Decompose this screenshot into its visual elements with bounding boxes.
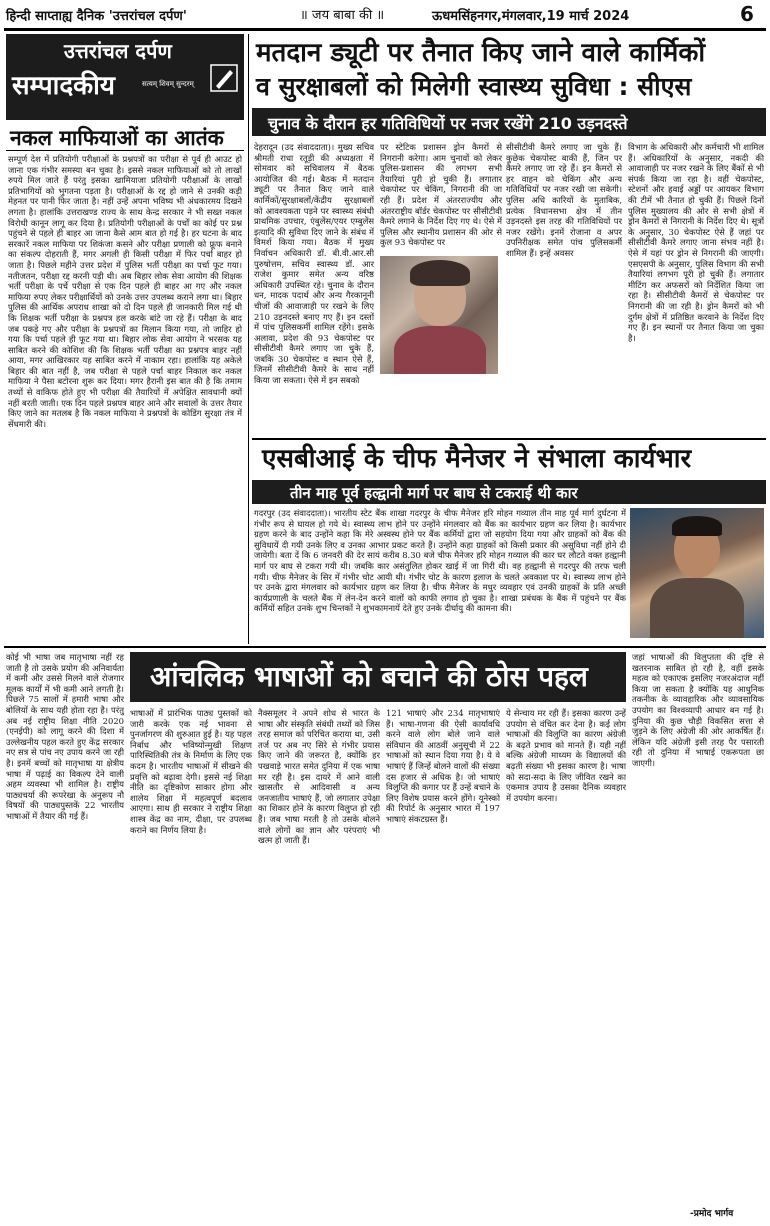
lang-col-c: नैक्समूलर ने अपने शोध से भारत के भाषा और संस्कृति संबंधी तथ्यों को जिस तरह समाज को परिचित कराया था, उसी तर्ज पर अब नए सिरे से गंभीर प्रयास किए जाने की जरूरत है, क्योंकि हर पखवाड़े भारत समेत दुनिया में एक भाषा मर रही है। इस दायरे में आने वाली खासतौर से आदिवासी व अन्य जनजातीय भाषाएं हैं, जो लगातार उपेक्षा का शिकार होने के कारण विलुप्त हो रही हैं। जब भाषा मरती है तो उसके बोलने वाले लोगों का ज्ञान और परंपराएं भी खत्म हो जाती हैं। (258, 708, 380, 846)
editorial-rule (6, 150, 244, 151)
lead-col2: पर स्टेटिक प्रशासन ड्रोन कैमरों से निगरानी करेगा। आम चुनावों को लेकर पुलिस-प्रशासन की लगभग सभी तैयारियां पूरी हो चुकी हैं। लगातार चेकपोस्ट पर चेकिंग, निगरानी की जा रही हैं। प्रदेश में अंतरराज्यीय और अंतरराष्ट्रीय बॉर्डर चेकपोस्ट पर सीसीटीवी कैमरे लगाने के निर्देश दिए गए थे। ऐसे में पुलिस और स्थानीय प्रशासन की ओर से कुल 93 चेकपोस्ट पर (380, 142, 502, 248)
lang-col-d: 121 भाषाएं और 234 मातृभाषाएं हैं। भाषा-गणना की ऐसी कार्यावधि करने वाले लोग बोले जाने वाले संविधान की आठवीं अनुसूची में 22 भाषाओं को स्थान दिया गया है। ये वे भाषाएं हैं जिन्हें बोलने वालों की संख्या दस हजार से अधिक है। जो भाषाएं विलुप्ति की कगार पर हैं उन्हें बचाने के लिए विशेष प्रयास करने होंगे। यूनेस्को की रिपोर्ट के अनुसार भारत में 197 भाषाएं संकटग्रस्त हैं। (386, 708, 500, 824)
page-mid-rule (4, 646, 766, 648)
page-number: 6 (740, 2, 754, 26)
editorial-section: सम्पादकीय (12, 71, 115, 101)
lead-photo (380, 256, 498, 374)
masthead-rule (4, 28, 766, 31)
editorial-headline: नकल माफियाओं का आतंक (10, 126, 224, 150)
masthead-date: ऊधमसिंहनगर,मंगलवार,19 मार्च 2024 (432, 9, 630, 24)
sbi-subhead: तीन माह पूर्व हल्द्वानी मार्ग पर बाघ से टकराई थी कार (290, 484, 578, 502)
sbi-headline: एसबीआई के चीफ मैनेजर ने संभाला कार्यभार (262, 444, 692, 474)
lang-col-a: कोई भी भाषा जब मातृभाषा नहीं रह जाती है तो उसके प्रयोग की अनिवार्यता में कमी और उससे मिलने वाले रोजगार मूलक कार्यों में भी कमी आने लगती है। पिछले 75 सालों में हमारी भाषा और बोलियों के साथ यही होता रहा है। परंतु अब नई राष्ट्रीय शिक्षा नीति 2020 (एनईपी) को लागू करने की दिशा में उल्लेखनीय पहल करते हुए केंद्र सरकार नए सत्र से पांच नए उपाय करने जा रही है। इनमें बच्चों को मातृभाषा या क्षेत्रीय भाषा में पढ़ाई का विकल्प देने वाली अहम व्यवस्था भी शामिल है। राष्ट्रीय पाठ्यचर्या की रूपरेखा के अनुरूप नौ विषयों की पाठ्यपुस्तकें 22 भारतीय भाषाओं में तैयार की गई हैं। (6, 652, 124, 821)
editorial-body: सम्पूर्ण देश में प्रतियोगी परीक्षाओं के प्रश्नपत्रों का परीक्षा से पूर्व ही आउट हो जाना एक गंभीर समस्या बन चुका है। इससे नकल माफियाओं को तो लाखों रुपये मिल जाते हैं परंतु इसका खामियाजा प्रतियोगी परीक्षाओं के लाखों प्रतिभागियों को भुगतना पड़ता है। परीक्षाओं के रद्द हो जाने से उनकी कड़ी मेहनत पर पानी फिर जाता है। नहीं उन्हें अपना भविष्य भी अंधकारमय दिखने लगता है। हालांकि उत्तराखण्ड राज्य के साथ केन्द्र सरकार ने भी सख्त नकल विरोधी कानून लागू कर दिया है। प्रतियोगी परीक्षाओं के पर्चों का कोई पर प्रश्न पहुंचने से पहले ही बाहर आ जाना कैसे आम बात हो गई है। हर घटना के बाद सरकारें नकल माफिया पर शिकंजा कसने और परीक्षा प्रणाली को फ्रूफ बनाने का संकल्प दोहराती हैं, मगर अगली ही किसी परीक्षा में फिर पर्चा बाहर हो जाता है। पिछले महीने उत्तर प्रदेश में पुलिस भर्ती परीक्षा का पर्चा फूट गया। नतीजतन, परीक्षा रद्द करनी पड़ी थी। अब बिहार लोक सेवा आयोग की शिक्षक भर्ती परीक्षा के पर्चे परीक्षा से एक दिन पहले ही बाहर आ गए और नकल माफिया रुपए लेकर परीक्षार्थियों को उनके उत्तर उपलब्ध कराने लगा था। बिहार पुलिस की आर्थिक अपराध शाखा को दो दिन पहले ही जानकारी मिल गई थी कि शिक्षक भर्ती परीक्षा के प्रश्नपत्र हल करके बांटे जा रहे हैं। परीक्षा के बाद जब पकड़े गए और परीक्षा के प्रश्नपत्रों का मिलान किया गया, तो जाहिर हो गया कि पर्चा पहले ही फूट गया था। बिहार लोक सेवा आयोग ने भरसक यह साबित करने की कोशिश की कि शिक्षक भर्ती परीक्षा का प्रश्नपत्र बाहर नहीं आया, मगर आखिरकार यह साबित करने में नाकाम रहा। हालांकि यह अकेले बिहार की बात नहीं है, जब परीक्षा से पहले पर्चा बाहर निकाल कर नकल माफिया ने पैसा बटोरना शुरू कर दिया। मगर हैरानी इस बात की है कि तमाम तथ्यों से वाकिफ होते हुए भी परीक्षा की तैयारियों में अपेक्षित सावधानी क्यों नहीं बरती जाती। एक दिन पहले प्रश्नपत्र बाहर आने और सवालों के उत्तर तैयार किए जाने का मतलब है कि नकल माफिया ने प्रश्नपत्रों के कोडिंग सुरक्षा तंत्र में सेंधमारी की। (8, 154, 242, 429)
masthead-center: ॥ जय बाबा की ॥ (300, 8, 385, 23)
lang-col-b: भाषाओं में प्रारंभिक पाठ्य पुस्तकों को जारी करके एक नई भावना से पुनर्जागरण की शुरुआत हुई है। यह पहल निर्बाध और भविष्योन्मुखी शिक्षण पारिस्थितिकी तंत्र के निर्माण के लिए एक कदम है। भारतीय भाषाओं में सीखने की प्रवृत्ति को बढ़ावा देगी। इससे नई शिक्षा नीति का दृष्टिकोण साकार होगा और शालेय शिक्षा में महत्वपूर्ण बदलाव आएगा। साथ ही सरकार ने राष्ट्रीय शिक्षा शास्त्र केंद्र का नाम, दीक्षा, पर उपलब्ध कराने का निर्णय लिया है। (130, 708, 252, 835)
editorial-divider (248, 34, 249, 644)
lead-headline-line2: व सुरक्षाबलों को मिलेगी स्वास्थ्य सुविधा : सीएस (256, 72, 692, 101)
sbi-body: गदरपुर (उद संवाददाता)। भारतीय स्टेट बैंक शाखा गदरपुर के चीफ मैनेजर हरि मोहन गव्याल तीन माह पूर्व मार्ग दुर्घटना में गंभीर रूप से घायल हो गये थे। स्वास्थ्य लाभ होने पर उन्होंने मंगलवार को बैंक का कार्यभार ग्रहण कर लिया है। कार्यभार ग्रहण करने के बाद उन्होंने कहा कि मेरे अस्वस्थ होने पर बैंक कर्मियों द्वारा जो सहयोग दिया गया और ग्राहकों को बैंक की सुविधायें दी गयी उनके लिए व उनका आभार प्रकट करते हैं। उन्होंने कहा ग्राहकों को किसी प्रकार की असुविधा नहीं होने दी जायेगी। बता दें कि 6 जनवरी की देर सायं करीब 8.30 बजे चीफ मैनेजर हरि मोहन गव्याल की कार घर लौटते वक्त हल्द्वानी मार्ग पर बाघ से टकरा गयी थी। जबकि कार असंतुलित होकर खाई में जा गिरी थी। वह हल्द्वानी से गदरपुर की तरफ चली गयी। चीफ मैनेजर के सिर में गंभीर चोट आयी थी। गंभीर चोट के कारण इलाज के चलते अवकाश पर थे। स्वास्थ्य लाभ होने पर उनके द्वारा मंगलवार को कार्यभार ग्रहण कर लिया है। चीफ मैनेजर के मधुर व्यवहार एवं उनकी ग्राहकों के प्रति अच्छी कार्यप्रणाली के चलते बैंक में लेन-देन करने वालों को काफी लगाव हो चुका है। शाखा प्रबंधक के बैंक में पहुंचने पर बैंक कर्मियों सहित उनके शुभ चिन्तकों ने शुभकामनायें देते हुए उनके दीर्घायु की कामना की। (254, 508, 626, 614)
lead-rule (252, 438, 766, 440)
lead-col3: सीसीटीवी कैमरे लगाए जा चुके हैं। कुछेक चेकपोस्ट बाकी हैं, जिन पर कैमरे लगाए जा रहे हैं। इन कैमरों से हर वाहन को चेकिंग और अन्य गतिविधियों पर नजर रखी जा सकेगी। पुलिस अधि कारियों के मुताबिक, प्रत्येक विधानसभा क्षेत्र में तीन उड़नदस्ते इस तरह की गतिविधियों पर नजर रखेंगे। इनमें रोजाना व अपर उपनिरीक्षक समेत पांच पुलिसकर्मी शामिल हैं। इन्हें अवसर (506, 142, 622, 258)
masthead-left: हिन्दी साप्ताह्य दैनिक 'उत्तरांचल दर्पण' (6, 9, 187, 24)
lang-headline: आंचलिक भाषाओं को बचाने की ठोस पहल (150, 660, 588, 693)
sbi-photo (630, 508, 764, 638)
editorial-brand: उत्तरांचल दर्पण (64, 39, 172, 63)
editorial-motto: सत्यम् शिवम् सुन्दरम् (142, 80, 194, 88)
lang-col-f: जहां भाषाओं की विलुप्तता की दृष्टि से खतरनाक साबित हो रही है, वहीं इसके महत्व को एकाएक इसलिए नजरअंदाज नहीं किया जा सकता है क्योंकि यह आधुनिक तकनीक के व्यावहारिक और व्यावसायिक उपयोग का विश्वव्यापी आधार बन गई है। दुनिया की कुछ चौड़ी विकसित सत्ता से जुड़ने के लिए अंग्रेजी की ओर आकर्षित हैं। लेकिन यदि अंग्रेजी इसी तरह पैर पसारती रही तो दुनिया में भाषाई एकरूपता छा जाएगी। (632, 652, 764, 768)
lead-col4: विभाग के अधिकारी और कर्मचारी भी शामिल हैं। अधिकारियों के अनुसार, नकदी की आवाजाही पर नजर रखने के लिए बैंकों से भी संपर्क किया जा रहा है। वहीं चेकपोस्ट, स्टेशनों और हवाई अड्डों पर आयकर विभाग की टीमें भी तैनात हो चुकी हैं। पिछले दिनों पुलिस मुख्यालय की ओर से सभी क्षेत्रों में ड्रोन कैमरों से निगरानी के निर्देश दिए थे। सूत्रों के अनुसार, 30 चेकपोस्ट ऐसे हैं जहां पर सीसीटीवी कैमरे लगाए जाना संभव नहीं है। ऐसे में यहां पर ड्रोन से निगरानी की जाएगी। एसएसपी के अनुसार, पुलिस विभाग की सभी तैयारियां लगभग पूरी हो चुकी हैं। लगातार मीटिंग कर अफसरों को निर्देशित किया जा रहा है। सीसीटीवी कैमरों से चेकपोस्ट पर निगरानी की जा रही है। ड्रोन कैमरों को भी दुर्गम क्षेत्रों में प्रतिष्ठित करवाने के निर्देश दिए गए हैं। इन स्थानों पर तैनात किया जा चुका है। (628, 142, 764, 343)
editorial-banner (6, 34, 244, 120)
lead-col1: देहरादून (उद संवाददाता)। मुख्य सचिव श्रीमती राधा रतूड़ी की अध्यक्षता में सोमवार को सचिवालय में बैठक आयोजित की गई। बैठक में मतदान ड्यूटी पर तैनात किए जाने वाले कार्मिकों/सुरक्षाबलों/केंद्रीय सुरक्षाबलों को आवश्यकता पड़ने पर स्वास्थ्य संबंधी प्राथमिक उपचार, एंबुलेंस/एयर एम्बुलेंस इत्यादि की सुविधा दिए जाने के संबंध में विमर्श किया गया। बैठक में मुख्य निर्वाचन अधिकारी डॉ. बी.वी.आर.सी पुरुषोत्तम, सचिव स्वास्थ्य डॉ. आर राजेश कुमार समेत अन्य वरिष्ठ अधिकारी उपस्थित रहे। चुनाव के दौरान धन, मादक पदार्थ और अन्य गैरकानूनी चीजों की आवाजाही पर रखने के लिए 210 उड़नदस्ते बनाए गए हैं। इन दस्तों में पांच पुलिसकर्मी शामिल रहेंगे। इसके अलावा, प्रदेश की 93 चेकपोस्ट पर सीसीटीवी कैमरे लगाए जा चुके हैं, जबकि 30 चेकपोस्ट व स्थान ऐसे हैं, जिनमें सीसीटीवी कैमरे के साथ नहीं किया जा सकता। ऐसे में इन सबको (254, 142, 374, 386)
lead-subhead: चुनाव के दौरान हर गतिविधियों पर नजर रखेंगे 210 उड़नदस्ते (268, 114, 628, 133)
lang-author: -प्रमोद भार्गव (690, 1209, 734, 1219)
pen-icon (210, 64, 238, 92)
lead-headline-line1: मतदान ड्यूटी पर तैनात किए जाने वाले कार्मिकों (256, 38, 706, 68)
lang-col-e: ये सेन्चाय मर रही हैं। इसका कारण उन्हें उपयोग से वंचित कर देना है। कई लोग भाषाओं की विलुप्ति का कारण अंग्रेजी के बढ़ते प्रभाव को मानते हैं। यही नहीं बल्कि अंग्रेजी माध्यम के विद्यालयों की बढ़ती संख्या भी इसका कारण है। भाषा को सदा-सदा के लिए जीवित रखने का एकमात्र उपाय है उसका दैनिक व्यवहार में उपयोग करना। (506, 708, 626, 803)
